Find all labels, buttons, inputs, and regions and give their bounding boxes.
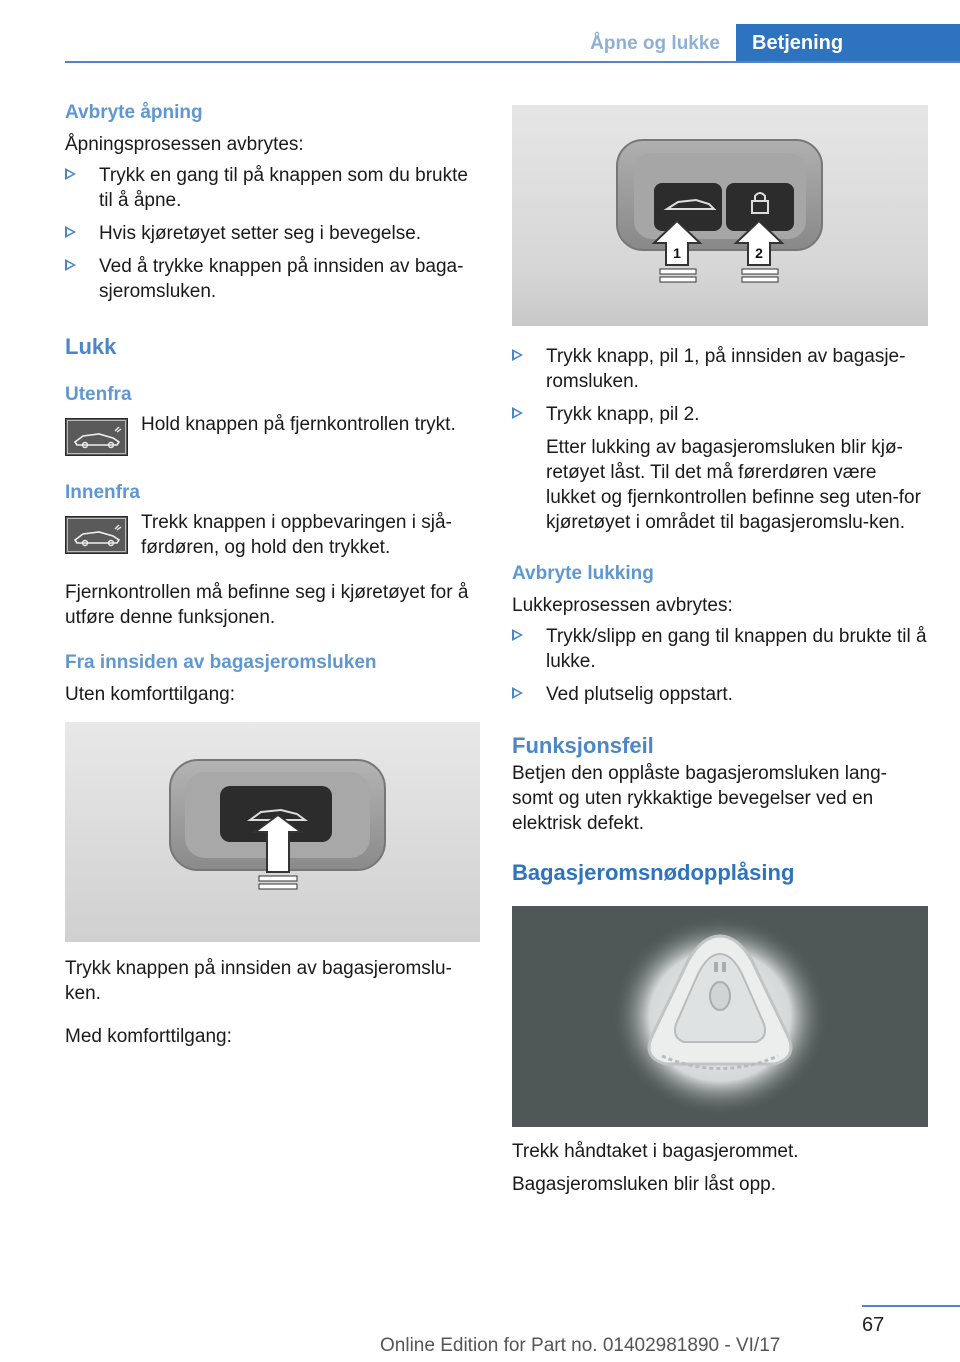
abort-close-heading: Avbryte lukking [512, 563, 654, 584]
fault-text: Betjen den opplåste bagasjeromsluken lang-somt og uten rykkaktige bevegelser ved en elektrisk defekt. [512, 763, 887, 834]
trunk-lid-button-photo [65, 722, 480, 942]
fault-heading: Funksjonsfeil [512, 733, 654, 758]
with-comfort-label: Med komforttilgang: [65, 1026, 232, 1047]
close-steps-list [512, 344, 928, 535]
abort-open-intro: Åpningsprosessen avbrytes: [65, 134, 304, 155]
outside-text: Hold knappen på fjernkontrollen trykt. [141, 414, 456, 435]
footer-divider [862, 1305, 960, 1307]
right-column [512, 100, 928, 1197]
trunk-button-icon [65, 418, 128, 456]
triangle-bullet-icon [65, 259, 76, 271]
emergency-line-1: Trekk håndtaket i bagasjerommet. [512, 1141, 799, 1163]
comfort-access-buttons-photo [512, 105, 928, 326]
without-comfort-label: Uten komforttilgang: [65, 684, 236, 705]
abort-open-list [65, 163, 480, 304]
arrow-label-2: 2 [755, 245, 763, 261]
list-item: Trykk en gang til på knappen som du brukte til å åpne. [65, 163, 480, 213]
step2-detail: Etter lukking av bagasjeromsluken blir kjø-retøyet låst. Til det må førerdøren være lukket og fjernkontrollen befinne seg uten-for kjøretøyet i området til bagasjeromslu-ken. [546, 437, 921, 533]
arrow-label-1: 1 [673, 245, 681, 261]
trunk-button-icon [65, 516, 128, 554]
from-inside-heading: Fra innsiden av bagasjeromsluken [65, 652, 377, 673]
list-item: Hvis kjøretøyet setter seg i bevegelse. [65, 221, 480, 246]
edition-footer: Online Edition for Part no. 01402981890 - VI/17 [380, 1335, 781, 1356]
triangle-bullet-icon [512, 629, 523, 641]
triangle-bullet-icon [512, 349, 523, 361]
list-item: Ved plutselig oppstart. [512, 682, 928, 707]
outside-heading: Utenfra [65, 384, 132, 405]
abort-close-intro: Lukkeprosessen avbrytes: [512, 595, 733, 616]
left-column [65, 100, 480, 1049]
emergency-heading: Bagasjeromsnødopplåsing [512, 860, 795, 885]
emergency-release-handle-photo [512, 906, 928, 1127]
inside-heading: Innenfra [65, 482, 140, 503]
list-item: Trykk knapp, pil 1, på innsiden av bagasje-romsluken. [512, 344, 928, 394]
list-item: Trykk/slipp en gang til knappen du brukte til å lukke. [512, 624, 928, 674]
triangle-bullet-icon [65, 168, 76, 180]
triangle-bullet-icon [512, 687, 523, 699]
triangle-bullet-icon [65, 226, 76, 238]
abort-open-heading: Avbryte åpning [65, 102, 203, 123]
inside-row [65, 510, 480, 560]
inside-text: Trekk knappen i oppbevaringen i sjå-førdøren, og hold den trykket. [141, 512, 452, 558]
close-heading: Lukk [65, 334, 117, 359]
triangle-bullet-icon [512, 407, 523, 419]
photo1-caption: Trykk knappen på innsiden av bagasjeromslu-ken. [65, 958, 452, 1004]
header-chapter-tab: Betjening [736, 24, 960, 62]
list-item: Trykk knapp, pil 2. Etter lukking av bagasjeromsluken blir kjø-retøyet låst. Til det må førerdøren være lukket og fjernkontrollen befinne seg uten-for kjøretøyet i området til bagasjeromslu-ken. [512, 402, 928, 535]
outside-row [65, 412, 480, 454]
header-section-title: Åpne og lukke [590, 33, 720, 54]
page-number: 67 [862, 1314, 885, 1336]
emergency-line-2: Bagasjeromsluken blir låst opp. [512, 1174, 777, 1196]
abort-close-list [512, 624, 928, 707]
list-item: Ved å trykke knappen på innsiden av baga-sjeromsluken. [65, 254, 480, 304]
remote-note: Fjernkontrollen må befinne seg i kjøretøyet for å utføre denne funksjonen. [65, 582, 469, 628]
header-divider [65, 61, 960, 63]
